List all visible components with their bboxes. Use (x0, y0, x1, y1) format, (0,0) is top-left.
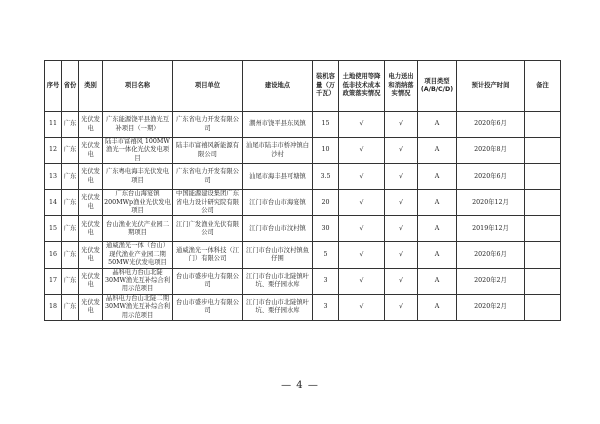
table-cell: 广东 (62, 138, 79, 164)
header-row (45, 61, 561, 112)
table-cell: √ (339, 242, 385, 268)
table-cell: 广东省电力开发有限公司 (173, 112, 243, 138)
table-cell: √ (339, 268, 385, 294)
column-header: 项目类型(A/B/C/D) (418, 61, 457, 112)
table-cell: 15 (45, 216, 62, 242)
table-cell: √ (385, 112, 418, 138)
table-cell (525, 138, 561, 164)
table-cell: 光伏发电 (79, 112, 103, 138)
table-cell: 中国能源建设集团广东省电力设计研究院有限公司 (173, 190, 243, 216)
table-cell (525, 216, 561, 242)
table-cell: 江门市台山市北陡镇叶坑、栗仔园水库 (243, 294, 313, 320)
table-cell: √ (339, 294, 385, 320)
table-cell: 18 (45, 294, 62, 320)
table-cell: √ (385, 216, 418, 242)
table-cell (525, 294, 561, 320)
table-cell: 广东 (62, 294, 79, 320)
table-row (45, 294, 561, 320)
table-cell: 11 (45, 112, 62, 138)
table-cell: A (418, 112, 457, 138)
table-cell: √ (339, 112, 385, 138)
table-cell: 广东 (62, 216, 79, 242)
table-cell: 江门市台山市海宴镇 (243, 190, 313, 216)
table-row (45, 190, 561, 216)
table-cell: 光伏发电 (79, 294, 103, 320)
table-cell: 2020年2月 (457, 294, 525, 320)
table-cell: 台山市盛步电力有限公司 (173, 294, 243, 320)
table-row (45, 268, 561, 294)
table-cell: 2020年12月 (457, 190, 525, 216)
table-cell: 汕尾市海丰县可塘镇 (243, 164, 313, 190)
table-cell: 台山渔业光伏产业园二期项目 (103, 216, 173, 242)
column-header: 项目单位 (173, 61, 243, 112)
table-cell: √ (385, 242, 418, 268)
table-cell: √ (385, 138, 418, 164)
table-cell: 2020年6月 (457, 112, 525, 138)
table-row (45, 242, 561, 268)
table-cell: 陆丰市富禧风新能源有限公司 (173, 138, 243, 164)
table-cell: 2020年6月 (457, 164, 525, 190)
table-cell: √ (339, 164, 385, 190)
table-cell: 潮州市饶平县东凤镇 (243, 112, 313, 138)
table-cell: 广东 (62, 268, 79, 294)
table-cell: 广东 (62, 190, 79, 216)
column-header: 装机容量（万千瓦） (313, 61, 339, 112)
table-cell: 陆丰市富禧风 100MW渔光一体化光伏发电项目 (103, 138, 173, 164)
table-cell: A (418, 216, 457, 242)
table-cell: A (418, 268, 457, 294)
table-cell: 台山市盛步电力有限公司 (173, 268, 243, 294)
table-cell: 江门市台山市汶村镇鱼仔围 (243, 242, 313, 268)
table-cell: √ (385, 294, 418, 320)
table-row (45, 164, 561, 190)
table-cell: 2020年2月 (457, 268, 525, 294)
column-header: 建设地点 (243, 61, 313, 112)
table-cell: 江门市台山市北陡镇叶坑、栗仔园水库 (243, 268, 313, 294)
table-cell: 广东 (62, 164, 79, 190)
table-cell: 15 (313, 112, 339, 138)
table-cell (525, 190, 561, 216)
table-cell: √ (339, 138, 385, 164)
table-row (45, 112, 561, 138)
table-cell: 20 (313, 190, 339, 216)
table-cell: 13 (45, 164, 62, 190)
table-cell: A (418, 294, 457, 320)
table-body (45, 112, 561, 321)
table-cell: 江门市台山市汶村镇 (243, 216, 313, 242)
column-header: 备注 (525, 61, 561, 112)
table-cell: 广东台山海宴镇200MWp渔业光伏发电项目 (104, 190, 171, 215)
table-cell: 广东粤电海丰光伏发电项目 (103, 164, 173, 190)
table-cell: 2019年12月 (457, 216, 525, 242)
table-cell: 广东能源饶平县渔光互补项目（一期） (103, 112, 173, 138)
table-cell: √ (385, 268, 418, 294)
table-cell: 17 (45, 268, 62, 294)
table-cell: 晶科电力台山北陡二期30MW渔光互补综合利用示范项目 (103, 294, 173, 320)
table-cell: 光伏发电 (79, 138, 103, 164)
table-cell: 12 (45, 138, 62, 164)
column-header: 电力送出和消纳落实情况 (385, 61, 418, 112)
table-cell: 广东 (62, 242, 79, 268)
table-cell: 光伏发电 (79, 164, 103, 190)
table-cell: 广东省电力开发有限公司 (173, 164, 243, 190)
column-header: 类别 (79, 61, 103, 112)
table-cell: √ (339, 190, 385, 216)
table-cell: 30 (313, 216, 339, 242)
table-cell: 2020年8月 (457, 138, 525, 164)
table-cell: 14 (45, 190, 62, 216)
column-header: 省份 (62, 61, 79, 112)
table-cell (525, 164, 561, 190)
table-cell: 光伏发电 (79, 216, 103, 242)
column-header: 预计投产时间 (457, 61, 525, 112)
table-cell (525, 242, 561, 268)
table-header (45, 61, 561, 112)
table-cell (525, 112, 561, 138)
table-cell: 光伏发电 (79, 242, 103, 268)
table-cell: 广东 (62, 112, 79, 138)
table-row (45, 138, 561, 164)
table-cell: 3 (313, 294, 339, 320)
table-cell: 光伏发电 (79, 190, 103, 216)
table-cell: 3.5 (313, 164, 339, 190)
table-cell: 10 (313, 138, 339, 164)
table-cell: 江门广发渔业光伏有限公司 (173, 216, 243, 242)
table-cell (525, 268, 561, 294)
table-cell: 通威渔光一体（台山）现代渔业产业园二期50MW光伏发电项目 (103, 242, 173, 268)
table-cell: A (418, 242, 457, 268)
table-cell: 光伏发电 (79, 268, 103, 294)
column-header: 项目名称 (103, 61, 173, 112)
table-cell: √ (385, 190, 418, 216)
table-cell: 5 (313, 242, 339, 268)
column-header: 土地使用等降低非技术成本政策落实情况 (339, 61, 385, 112)
page-number: — 4 — (281, 380, 319, 391)
table-cell: 2020年6月 (457, 242, 525, 268)
table-cell: 晶科电力台山北陡30MW渔光互补综合利用示范项目 (103, 268, 173, 294)
project-table (44, 60, 561, 321)
table-row (45, 216, 561, 242)
table-cell: 16 (45, 242, 62, 268)
table-cell: A (418, 190, 457, 216)
table-cell: A (418, 164, 457, 190)
column-header: 序号 (45, 61, 62, 112)
table-cell: √ (339, 216, 385, 242)
table-cell: 3 (313, 268, 339, 294)
table-cell: 汕尾市陆丰市桥冲镇白沙村 (243, 138, 313, 164)
table-cell: √ (385, 164, 418, 190)
table-cell: A (418, 138, 457, 164)
table-cell: 通威渔光一体科技（江门）有限公司 (173, 242, 243, 268)
